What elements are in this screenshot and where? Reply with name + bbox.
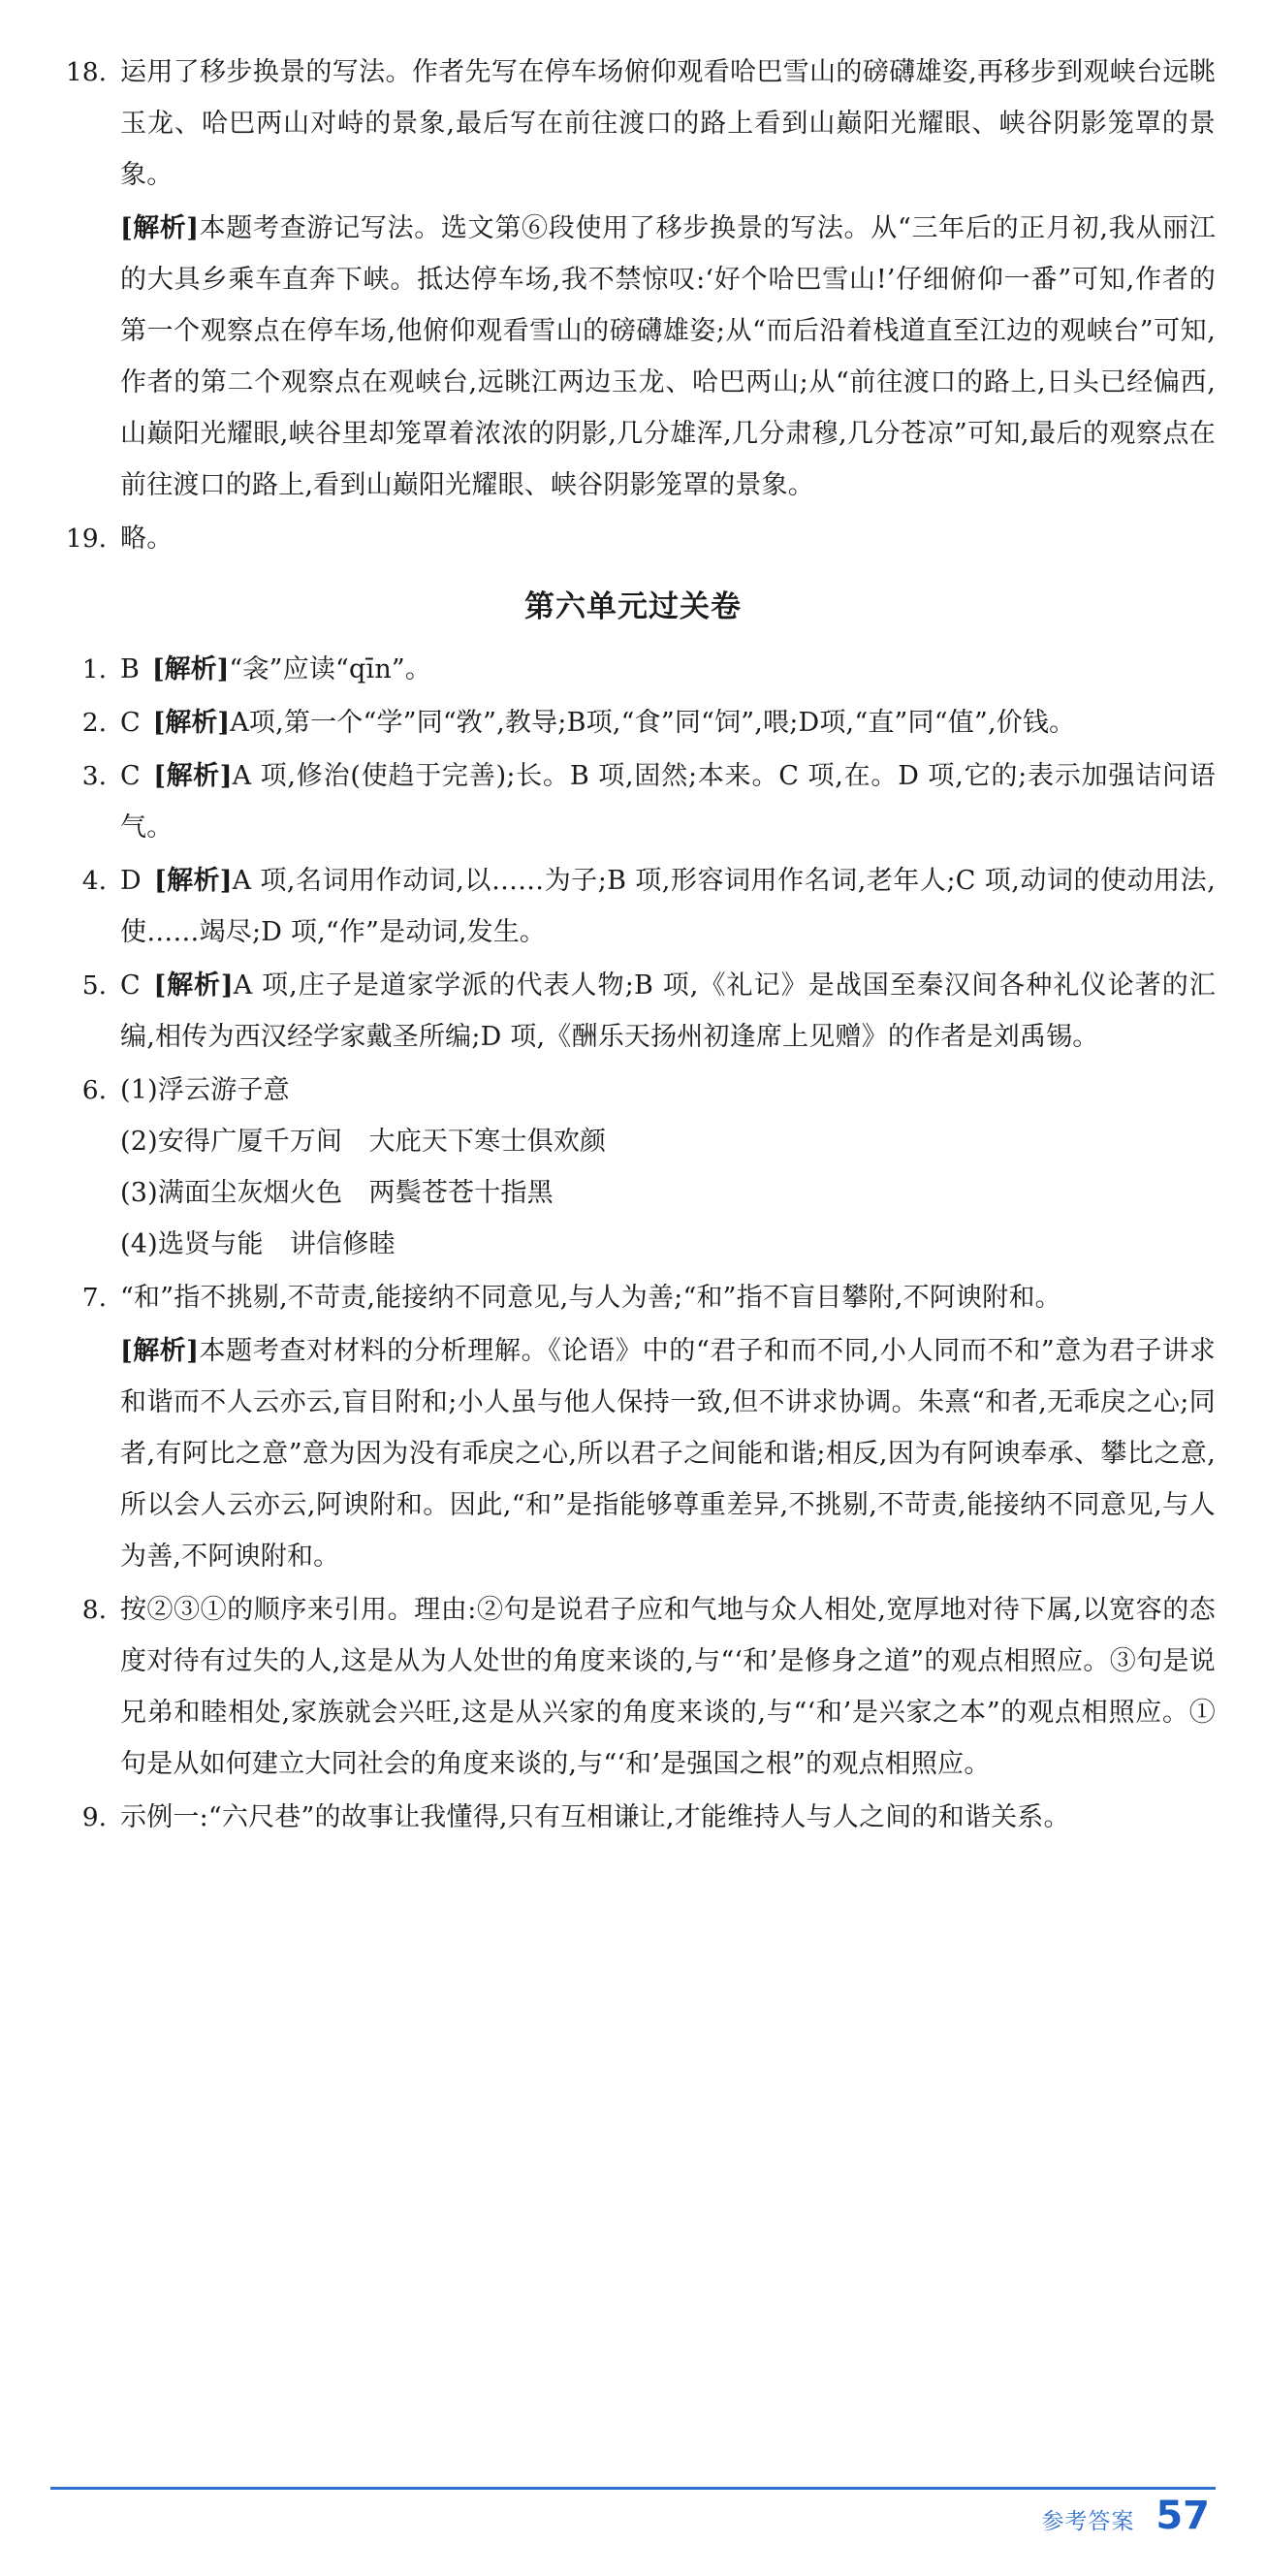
entry-answer-text: 略。 (120, 524, 174, 554)
answer-entry-4 (50, 855, 1216, 958)
answer-entry-18 (50, 47, 1216, 201)
analysis-text: “衾”应读“qīn”。 (229, 654, 432, 684)
analysis-label: [解析] (153, 866, 233, 896)
entry-number: 3. (81, 761, 107, 791)
entry-number: 18. (65, 57, 107, 87)
footer-content (1041, 2494, 1210, 2538)
entry-option: C (120, 761, 141, 791)
analysis-label: [解析] (120, 1336, 199, 1366)
answer-entry-2 (50, 697, 1216, 748)
analysis-text: A 项,庄子是道家学派的代表人物;B 项,《礼记》是战国至秦汉间各种礼仪论著的汇编,相传为西汉经学家戴圣所编;D 项,《酬乐天扬州初逢席上见赠》的作者是刘禹锡。 (120, 970, 1216, 1052)
analysis-text: A 项,名词用作动词,以……为子;B 项,形容词用作名词,老年人;C 项,动词的使动用法,使……竭尽;D 项,“作”是动词,发生。 (120, 866, 1216, 947)
analysis-text: 本题考查游记写法。选文第⑥段使用了移步换景的写法。从“三年后的正月初,我从丽江的大具乡乘车直奔下峡。抵达停车场,我不禁惊叹:‘好个哈巴雪山!’仔细俯仰一番”可知,作者的第一个观察点在停车场,他俯仰观看雪山的磅礴雄姿;从“而后沿着栈道直至江边的观峡台”可知,作者的第二个观察点在观峡台,远眺江两边玉龙、哈巴两山;从“前往渡口的路上,日头已经偏西,山巅阳光耀眼,峡谷里却笼罩着浓浓的阴影,几分雄浑,几分肃穆,几分苍凉”可知,最后的观察点在前往渡口的路上,看到山巅阳光耀眼、峡谷阴影笼罩的景象。 (120, 213, 1216, 500)
poem-line: (4)选贤与能 讲信修睦 (120, 1229, 396, 1259)
entry-number: 4. (81, 866, 107, 896)
analysis-label: [解析] (151, 654, 230, 684)
entry-number: 8. (81, 1595, 107, 1625)
poem-line: (2)安得广厦千万间 大庇天下寒士俱欢颜 (120, 1127, 607, 1157)
entry-content (120, 960, 1216, 1063)
poem-line: (3)满面尘灰烟火色 两鬓苍苍十指黑 (120, 1178, 554, 1208)
answer-entry-18-analysis (50, 203, 1216, 511)
answer-entry-5 (50, 960, 1216, 1063)
entry-answer-text: 示例一:“六尺巷”的故事让我懂得,只有互相谦让,才能维持人与人之间的和谐关系。 (120, 1802, 1070, 1832)
unit-title: 第六单元过关卷 (524, 589, 742, 624)
analysis-label: [解析] (153, 970, 234, 1001)
entry-number: 1. (81, 654, 107, 684)
footer-divider (50, 2487, 1216, 2490)
entry-answer-text: 运用了移步换景的写法。作者先写在停车场俯仰观看哈巴雪山的磅礴雄姿,再移步到观峡台远眺玉龙、哈巴两山对峙的景象,最后写在前往渡口的路上看到山巅阳光耀眼、峡谷阴影笼罩的景象。 (120, 57, 1216, 190)
entry-option: B (120, 654, 141, 684)
entry-content (120, 644, 1216, 695)
analysis-text: A项,第一个“学”同“敩”,教导;B项,“食”同“饲”,喂;D项,“直”同“值”,价钱。 (230, 708, 1076, 738)
entry-answer-text: 按②③①的顺序来引用。理由:②句是说君子应和气地与众人相处,宽厚地对待下属,以宽容的态度对待有过失的人,这是从为人处世的角度来谈的,与“‘和’是修身之道”的观点相照应。③句是说兄弟和睦相处,家族就会兴旺,这是从兴家的角度来谈的,与“‘和’是兴家之本”的观点相照应。①句是从如何建立大同社会的角度来谈的,与“‘和’是强国之根”的观点相照应。 (120, 1595, 1216, 1779)
analysis-label: [解析] (120, 213, 200, 243)
entry-content (120, 750, 1216, 853)
answer-entry-7 (50, 1272, 1216, 1323)
entry-number: 19. (65, 524, 107, 554)
entry-number: 2. (81, 708, 107, 738)
entry-analysis (120, 203, 1216, 511)
poem-line: (1)浮云游子意 (120, 1075, 290, 1105)
analysis-label: [解析] (152, 708, 231, 738)
answer-entry-3 (50, 750, 1216, 853)
entry-number: 6. (81, 1075, 107, 1105)
page-footer (0, 2487, 1266, 2541)
entry-content (120, 855, 1216, 958)
analysis-text: A 项,修治(使趋于完善);长。B 项,固然;本来。C 项,在。D 项,它的;表示加强诘问语气。 (120, 761, 1216, 843)
entry-option: C (120, 970, 141, 1001)
answer-entry-8 (50, 1584, 1216, 1790)
answer-entry-9 (50, 1792, 1216, 1843)
answer-entry-19 (50, 513, 1216, 564)
answer-entry-7-analysis (50, 1325, 1216, 1582)
page-number: 57 (1155, 2494, 1210, 2538)
answer-entry-1 (50, 644, 1216, 695)
entry-number: 7. (81, 1283, 107, 1313)
entry-option: D (120, 866, 142, 896)
answer-entry-6 (50, 1065, 1216, 1270)
analysis-text: 本题考查对材料的分析理解。《论语》中的“君子和而不同,小人同而不和”意为君子讲求和谐而不人云亦云,盲目附和;小人虽与他人保持一致,但不讲求协调。朱熹“和者,无乖戾之心;同者,有阿比之意”意为因为没有乖戾之心,所以君子之间能和谐;相反,因为有阿谀奉承、攀比之意,所以会人云亦云,阿谀附和。因此,“和”是指能够尊重差异,不挑剔,不苛责,能接纳不同意见,与人为善,不阿谀附和。 (120, 1336, 1216, 1572)
entry-content (120, 697, 1216, 748)
entry-answer-text: “和”指不挑剔,不苛责,能接纳不同意见,与人为善;“和”指不盲目攀附,不阿谀附和。 (120, 1283, 1061, 1313)
entry-number: 5. (81, 970, 107, 1001)
entry-number: 9. (81, 1802, 107, 1832)
footer-label: 参考答案 (1041, 2509, 1135, 2534)
entry-option: C (120, 708, 141, 738)
entry-poem-list (120, 1065, 1216, 1270)
entry-analysis (120, 1325, 1216, 1582)
analysis-label: [解析] (153, 761, 233, 791)
